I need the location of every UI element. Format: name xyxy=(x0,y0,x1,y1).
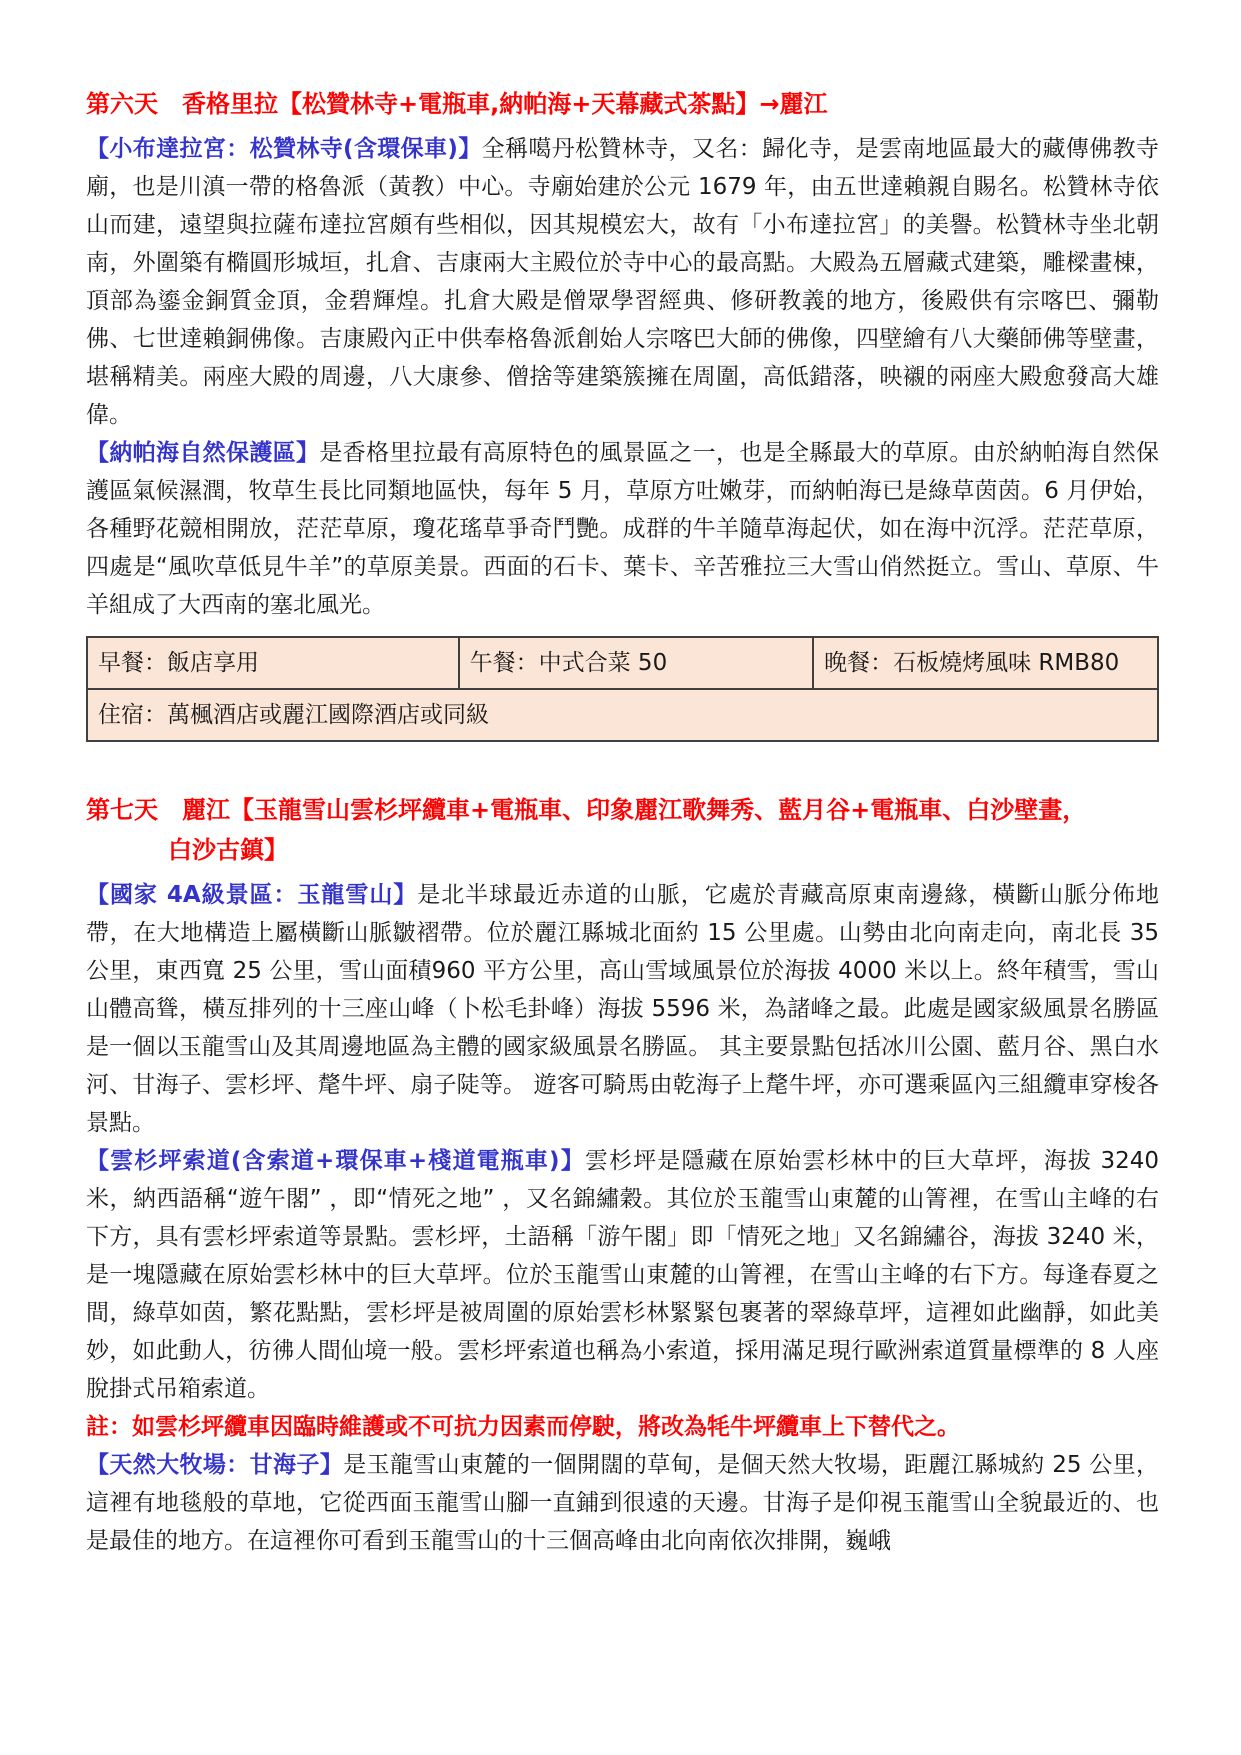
day6-heading xyxy=(86,84,1159,124)
section-lead-yulong: 【國家 4A級景區：玉龍雪山】 xyxy=(86,882,418,908)
hotel-cell: 住宿：萬楓酒店或麗江國際酒店或同級 xyxy=(87,689,1158,741)
section-body-napahai: 是香格里拉最有高原特色的風景區之一，也是全縣最大的草原。由於納帕海自然保護區氣候濕潤，牧草生長比同類地區快，每年 5 月，草原方吐嫩芽，而納帕海已是綠草茵茵。6 月伊始，各種野花競相開放，茫茫草原，瓊花瑤草爭奇鬥艷。成群的牛羊隨草海起伏，如在海中沉浮。茫茫草原，四處是“風吹草低見牛羊”的草原美景。西面的石卡、葉卡、辛苦雅拉三大雪山俏然挺立。雪山、草原、牛羊組成了大西南的塞北風光。 xyxy=(86,440,1160,618)
section-lead-yunshanping: 【雲杉坪索道(含索道+環保車+棧道電瓶車)】 xyxy=(86,1148,585,1174)
day7-block xyxy=(86,790,1159,1560)
section-body-yunshanping: 雲杉坪是隱藏在原始雲杉林中的巨大草坪，海拔 3240 米，納西語稱“遊午閣” ，即“情死之地” ，又名錦繡穀。其位於玉龍雪山東麓的山箐裡，在雪山主峰的右下方，具有雲杉坪索道等景點。雲杉坪，土語稱「游午閣」即「情死之地」又名錦繡谷，海拔 3240 米，是一塊隱藏在原始雲杉林中的巨大草坪。位於玉龍雪山東麓的山箐裡，在雪山主峰的右下方。每逢春夏之間，綠草如茵，繁花點點，雲杉坪是被周圍的原始雲杉林緊緊包裹著的翠綠草坪，這裡如此幽靜，如此美妙，如此動人，彷彿人間仙境一般。雲杉坪索道也稱為小索道，採用滿足現行歐洲索道質量標準的 8 人座脫掛式吊箱索道。 xyxy=(86,1148,1159,1402)
day6-heading-text: 第六天 香格里拉【松贊林寺+電瓶車,納帕海+天幕藏式茶點】→麗江 xyxy=(86,90,828,118)
paragraph-yulong xyxy=(86,876,1159,1142)
section-lead-napahai: 【納帕海自然保護區】 xyxy=(86,440,320,466)
breakfast-cell: 早餐：飯店享用 xyxy=(87,637,459,689)
section-body-songzanlin: 全稱噶丹松贊林寺，又名：歸化寺，是雲南地區最大的藏傳佛教寺廟，也是川滇一帶的格魯派（黃教）中心。寺廟始建於公元 1679 年，由五世達賴親自賜名。松贊林寺依山而建，遠望與拉薩布達拉宮頗有些相似，因其規模宏大，故有「小布達拉宮」的美譽。松贊林寺坐北朝南，外圍築有橢圓形城垣，扎倉、吉康兩大主殿位於寺中心的最高點。大殿為五層藏式建築，雕樑畫棟，頂部為鎏金銅質金頂，金碧輝煌。扎倉大殿是僧眾學習經典、修研教義的地方，後殿供有宗喀巴、彌勒佛、七世達賴銅佛像。吉康殿內正中供奉格魯派創始人宗喀巴大師的佛像，四壁繪有八大藥師佛等壁畫，堪稱精美。兩座大殿的周邊，八大康參、僧捨等建築簇擁在周圍，高低錯落，映襯的兩座大殿愈發高大雄偉。 xyxy=(86,136,1160,428)
section-body-ganhaizi: 是玉龍雪山東麓的一個開闊的草甸，是個天然大牧場，距麗江縣城約 25 公里，這裡有地毯般的草地，它從西面玉龍雪山腳一直鋪到很遠的天邊。甘海子是仰視玉龍雪山全貌最近的、也是最佳的地方。在這裡你可看到玉龍雪山的十三個高峰由北向南依次排開，巍峨 xyxy=(86,1452,1160,1554)
paragraph-napahai xyxy=(86,434,1159,624)
section-lead-ganhaizi: 【天然大牧場：甘海子】 xyxy=(86,1452,344,1478)
cableway-substitution-note: 註：如雲杉坪纜車因臨時維護或不可抗力因素而停駛，將改為牦牛坪纜車上下替代之。 xyxy=(86,1414,960,1440)
section-lead-songzanlin: 【小布達拉宮：松贊林寺(含環保車)】 xyxy=(86,136,482,162)
day7-heading xyxy=(86,790,1159,870)
paragraph-songzanlin xyxy=(86,130,1159,434)
section-body-yulong: 是北半球最近赤道的山脈，它處於青藏高原東南邊緣，橫斷山脈分佈地帶，在大地構造上屬橫斷山脈皺褶帶。位於麗江縣城北面約 15 公里處。山勢由北向南走向，南北長 35 公里，東西寬 25 公里，雪山面積960 平方公里，高山雪域風景位於海拔 4000 米以上。終年積雪，雪山山體高聳，橫亙排列的十三座山峰（卜松毛卦峰）海拔 5596 米，為諸峰之最。此處是國家級風景名勝區是一個以玉龍雪山及其周邊地區為主體的國家級風景名勝區。 其主要景點包括冰川公園、藍月谷、黑白水 河、甘海子、雲杉坪、氂牛坪、扇子陡等。 遊客可騎馬由乾海子上氂牛坪，亦可選乘區內三組纜車穿梭各景點。 xyxy=(86,882,1159,1136)
paragraph-yunshanping xyxy=(86,1142,1159,1408)
meals-row xyxy=(87,637,1158,689)
day7-heading-line1: 第七天 麗江【玉龍雪山雲杉坪纜車+電瓶車、印象麗江歌舞秀、藍月谷+電瓶車、白沙壁畫， xyxy=(86,796,1087,824)
hotel-row xyxy=(87,689,1158,741)
dinner-cell: 晚餐：石板燒烤風味 RMB80 xyxy=(813,637,1158,689)
paragraph-ganhaizi xyxy=(86,1446,1159,1560)
day7-heading-line2: 白沙古鎮】 xyxy=(168,836,288,864)
lunch-cell: 午餐：中式合菜 50 xyxy=(459,637,814,689)
meals-table xyxy=(86,636,1159,742)
